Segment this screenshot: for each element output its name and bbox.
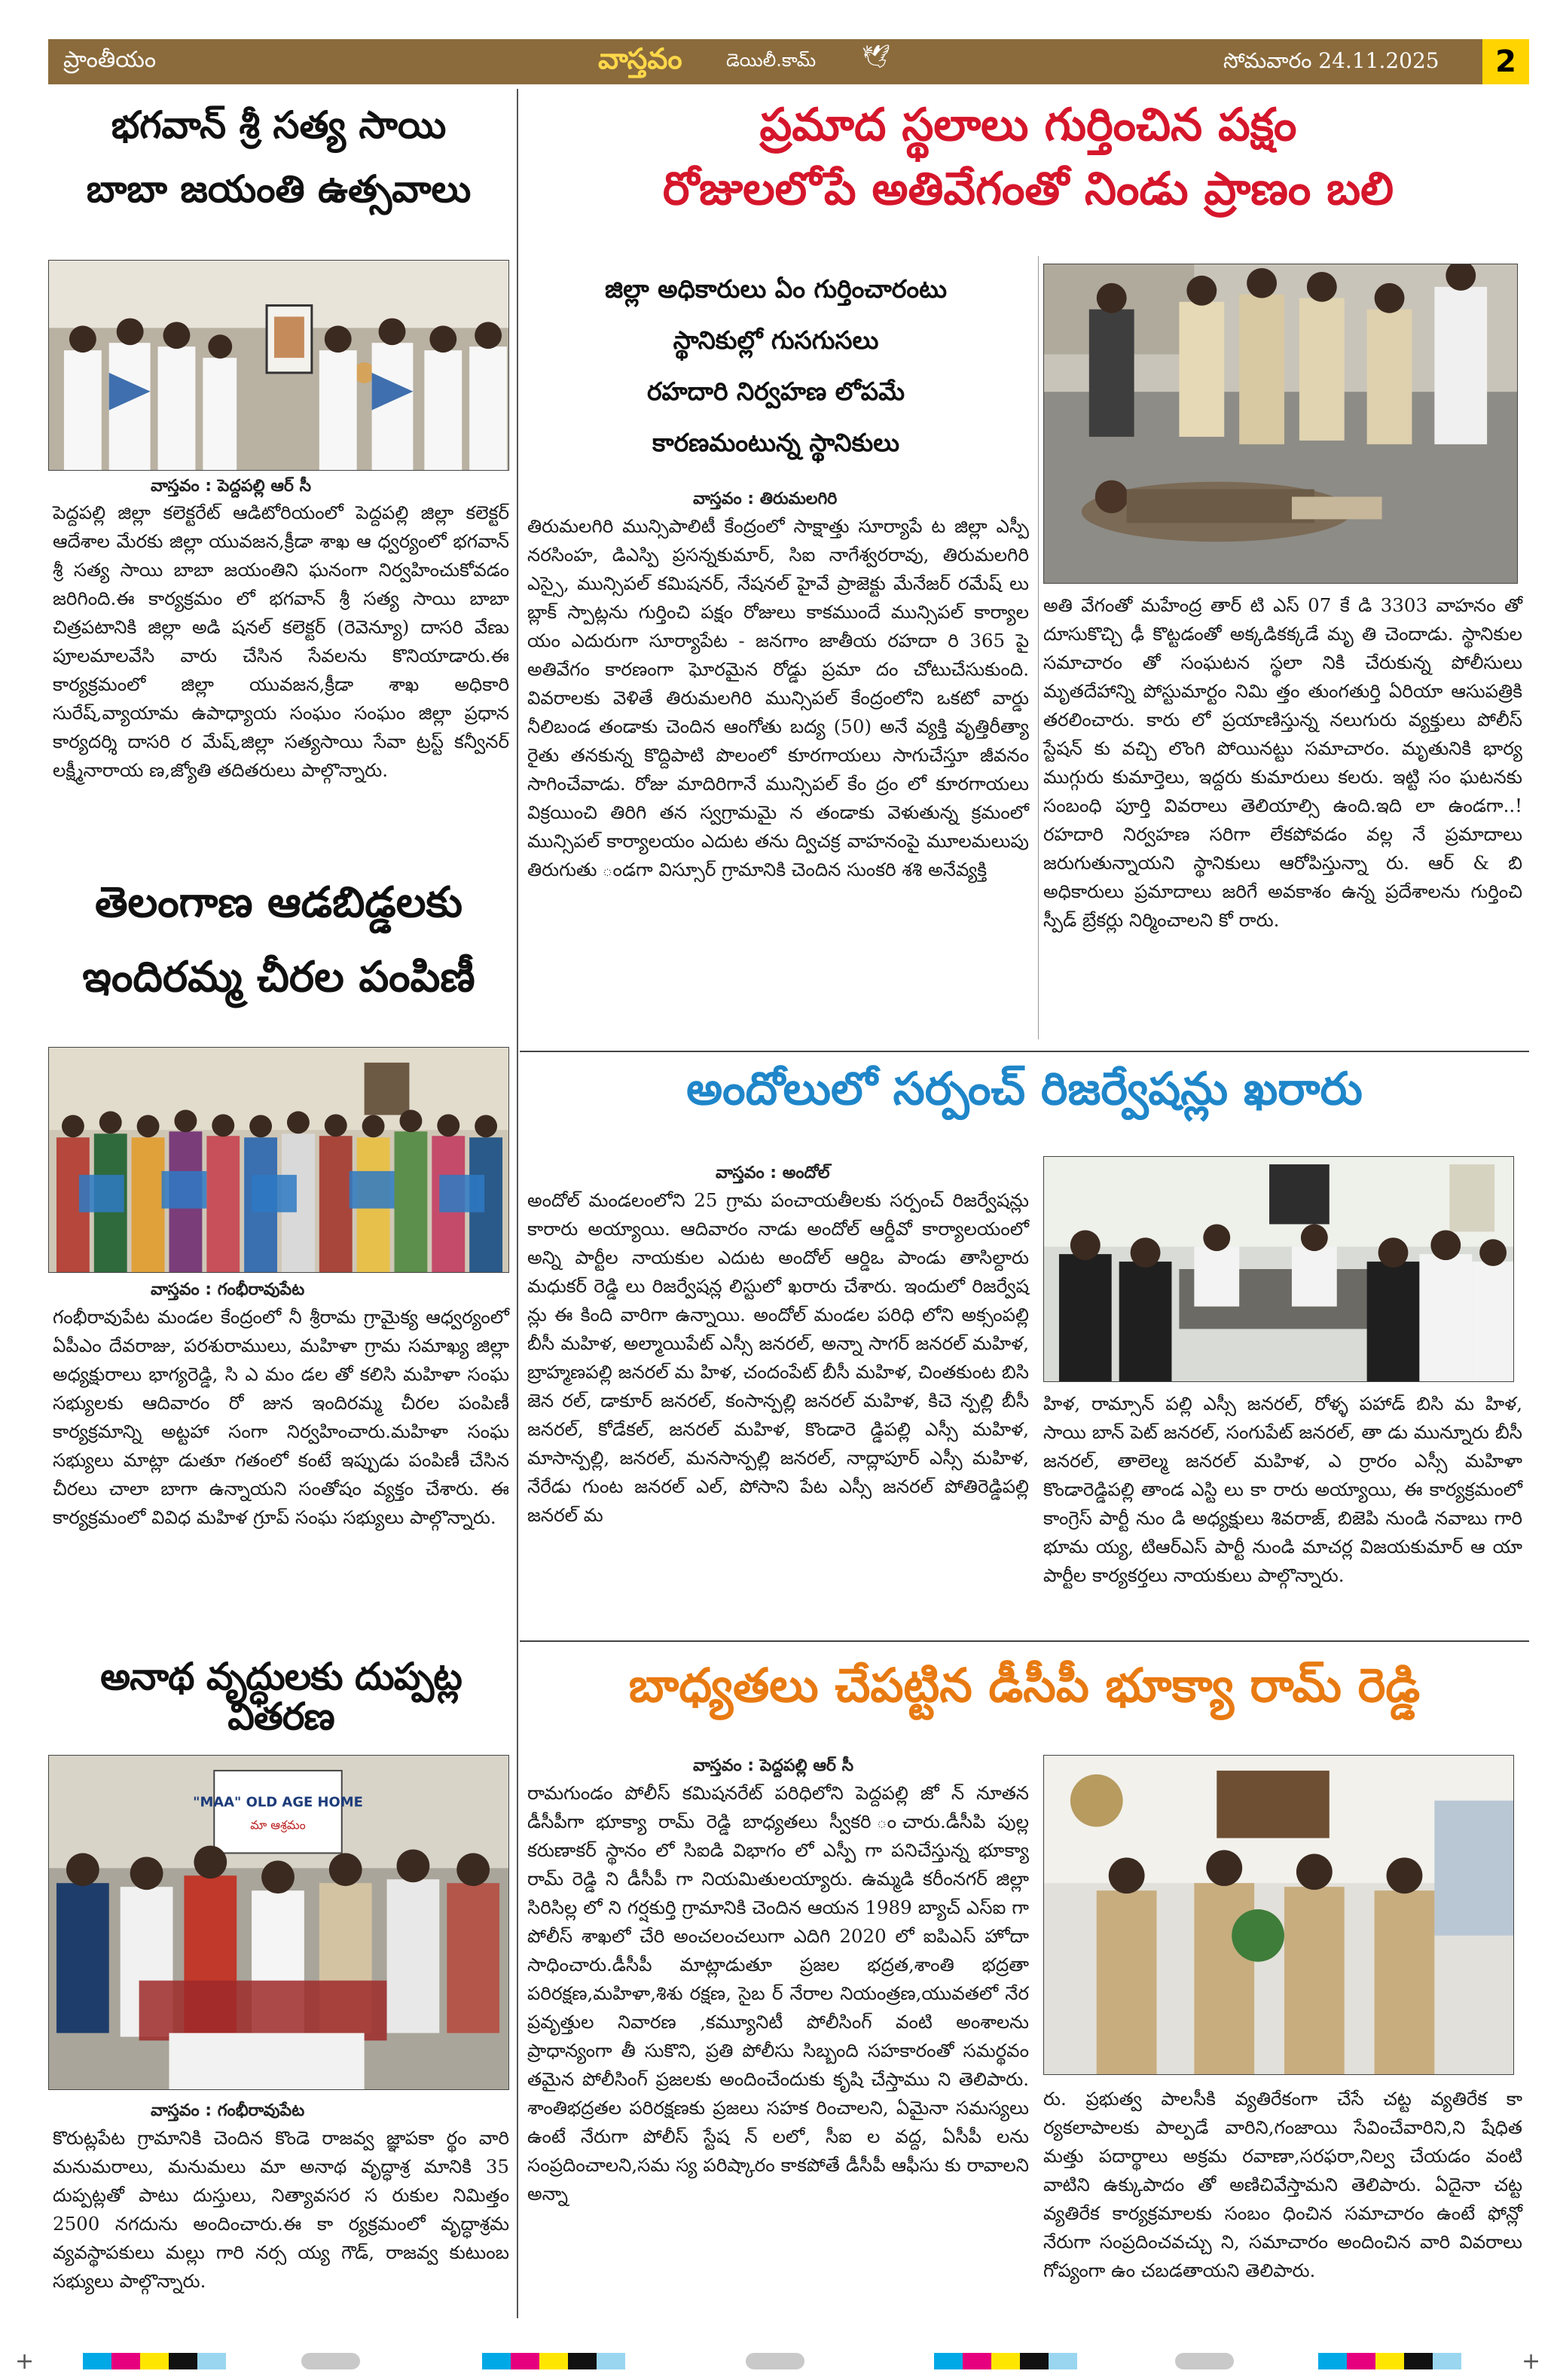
section-divider [520, 1051, 1529, 1052]
dcp-photo [1043, 1755, 1514, 2075]
crosshair-icon: + [15, 2348, 35, 2375]
masthead-title: వాస్తవం [598, 42, 682, 75]
crosshair-icon: + [1522, 2348, 1541, 2375]
sathya-sai-photo [48, 260, 509, 471]
bird-icon: 🕊 [862, 44, 891, 70]
dcp-headline: బాధ్యతలు చేపట్టిన డీసీపీ భూక్యా రామ్ రెడ్డి [628, 1658, 1421, 1713]
accident-photo [1043, 264, 1518, 584]
sarpanch-dateline: వాస్తవం : అందోల్ [716, 1164, 830, 1182]
sarpanch-body-left: అందోల్ మండలంలోని 25 గ్రామ పంచాయతీలకు సర్పంచ్ రిజర్వేషన్లు కారారు అయ్యాయి. ఆదివారం నాడు అందోల్ ఆర్డీవో కార్యాలయంలో అన్ని పార్టీల నాయకుల ఎదుట అందోల్ ఆర్డిఒ పాండు తాసిల్దారు మధుకర్ రెడ్డి లు రిజర్వేషన్ల లిస్టులో ఖరారు చేశారు. ఇందులో రిజర్వేష న్లు ఈ కింది వారిగా ఉన్నాయి. అందోల్ మండల పరిధి లోని అక్సంపల్లి బీసీ మహిళ, అల్మాయిపేట్ ఎస్సీ జనరల్, అన్నా సాగర్ జనరల్ మహిళ, బ్రాహ్మణపల్లి జనరల్ మ హిళ, చందంపేట్ బీసీ మహిళ, చింతకుంట బిసి జెన రల్, డాకూర్ జనరల్, కంసాన్పల్లి జనరల్ మహిళ, కిచె న్పల్లి బీసీ జనరల్, కోడేకల్, జనరల్ మహిళ, కొండారె డ్డిపల్లి ఎస్సీ మహిళ, మాసాన్పల్లి, జనరల్, మనసాన్పల్లి జనరల్, నాద్లాపూర్ ఎస్సీ మహిళ, నేరేడు గుంట జనరల్ ఎల్, పోసాని పేట ఎస్సీ జనరల్ పోతిరెడ్డిపల్లి జనరల్ మ [527, 1189, 1029, 1526]
sarpanch-headline: అందోలులో సర్పంచ్ రిజర్వేషన్లు ఖరారు [686, 1063, 1363, 1115]
sarees-photo [48, 1047, 509, 1273]
color-bar [1318, 2353, 1461, 2369]
blankets-dateline: వాస్తవం : గంభీరావుపేట [151, 2101, 305, 2120]
masthead-suffix: డెయిలీ.కామ్ [726, 50, 817, 71]
accident-dateline: వాస్తవం : తిరుమలగిరి [693, 490, 838, 508]
registration-oval [1175, 2353, 1234, 2369]
sarpanch-photo [1043, 1156, 1514, 1382]
print-registration-strip [0, 2342, 1557, 2380]
color-bar [482, 2353, 625, 2369]
sarpanch-body-right: హిళ, రామ్సాన్ పల్లి ఎస్సీ జనరల్, రోళ్ళ పహాడ్ బిసి మ హిళ, సాయి బాన్ పెట్ జనరల్, సంగుపేట్ జనరల్, తా డు మున్నూరు బీసీ జనరల్, తాలెల్మ జనరల్ మహిళ, ఎ ర్రారం ఎస్సీ మహిళా కొండారెడ్డిపల్లి తాండ ఎస్టి లు కా రారు అయ్యాయి, ఈ కార్యక్రమంలో కాంగ్రెస్ పార్టీ నుం డి అధ్యక్షులు శివరాజ్, బిజెపి నుండి నవాబు గారి భూమ య్య, టిఆర్ఎస్ పార్టీ నుండి మాచర్ల విజయకుమార్ ఆ యా పార్టీల కార్యకర్తలు నాయకులు పాల్గొన్నారు. [1043, 1393, 1522, 1586]
registration-oval [746, 2353, 804, 2369]
sarees-headline: తెలంగాణ ఆడబిడ్డలకు ఇందిరమ్మ చీరల పంపిణీ [82, 878, 475, 1002]
sathya-sai-dateline: వాస్తవం : పెద్దపల్లి ఆర్ సీ [151, 477, 312, 496]
blankets-photo [48, 1755, 509, 2090]
accident-subhead: జిల్లా అధికారులు ఏం గుర్తించారంటు స్థానికుల్లో గుసగుసలు రహదారి నిర్వహణ లోపమే కారణమంటున్న స్థానికులు [605, 274, 947, 457]
sarees-dateline: వాస్తవం : గంభీరావుపేట [151, 1280, 305, 1299]
dcp-body-right: రు. ప్రభుత్వ పాలసీకి వ్యతిరేకంగా చేసే చట్ట వ్యతిరేక కా ర్యకలాపాలకు పాల్పడే వారిని,గంజాయి సేవించేవారిని,ని షేధిత మత్తు పదార్థాలు అక్రమ రవాణా,సరఫరా,నిల్వ చేయడం వంటి వాటిని ఉక్కుపాదం తో అణిచివేస్తామని తెలిపారు. ఏదైనా చట్ట వ్యతిరేక కార్యక్రమాలకు సంబం ధించిన సమాచారం ఉంటే ఫోన్లో నేరుగా సంప్రదించవచ్చు ని, సమాచారం అందించిన వారి వివరాలు గోప్యంగా ఉం చబడతాయని తెలిపారు. [1043, 2088, 1522, 2281]
column-divider [517, 89, 518, 2318]
blankets-headline: అనాథ వృద్ధులకు దుప్పట్ల వితరణ [100, 1655, 462, 1738]
column-divider [1038, 256, 1039, 1039]
color-bar [934, 2353, 1077, 2369]
sarees-body: గంభీరావుపేట మండల కేంద్రంలో నీ శ్రీరామ గ్రామైక్య ఆధ్వర్యంలో ఏపీఎం దేవరాజు, పరశురాములు, మహిళా గ్రామ సమాఖ్య జిల్లా అధ్యక్షురాలు భాగ్యరెడ్డి, సి ఎ మం డల తో కలిసి మహిళా సంఘ సభ్యులకు ఆదివారం రో జున ఇందిరమ్మ చీరల పంపిణీ కార్యక్రమాన్ని అట్టహా సంగా నిర్వహించారు.మహిళా సంఘ సభ్యులు మాట్లా డుతూ గతంలో కంటే ఇప్పుడు పంపిణీ చేసిన చీరలు చాలా బాగా ఉన్నాయని సంతోషం వ్యక్తం చేశారు. ఈ కార్యక్రమంలో వివిధ మహిళ గ్రూప్ సంఘ సభ్యులు పాల్గొన్నారు. [53, 1306, 509, 1528]
sign-text: "MAA" OLD AGE HOME [193, 1794, 363, 1811]
dcp-body-left: రామగుండం పోలీస్ కమిషనరేట్ పరిధిలోని పెద్దపల్లి జో న్ నూతన డీసీపీగా భూక్యా రామ్ రెడ్డి బాధ్యతలు స్వీకరి ంచారు.డీసీపి పుల్ల కరుణాకర్ స్థానం లో సిఐడి విభాగం లో ఎస్పీ గా పనిచేస్తున్న భూక్యా రామ్ రెడ్డి ని డీసీపీ గా నియమితులయ్యారు. ఉమ్మడి కరీంనగర్ జిల్లా సిరిసిల్ల లో ని గర్షకుర్తి గ్రామానికి చెందిన ఆయన 1989 బ్యాచ్ ఎస్ఐ గా పోలీస్ శాఖలో చేరి అంచలంచలుగా ఎదిగి 2020 లో ఐపిఎస్ హోదా సాధించారు.డీసీపీ మాట్లాడుతూ ప్రజల భద్రత,శాంతి భద్రతా పరిరక్షణ,మహిళా,శిశు రక్షణ, సైబ ర్ నేరాల నియంత్రణ,యువతలో నేర ప్రవృత్తుల నివారణ ,కమ్యూనిటీ పోలీసింగ్ వంటి అంశాలను ప్రాధాన్యంగా తీ సుకొని, ప్రతి పోలీసు సిబ్బంది సహకారంతో సమర్థవం తమైన పోలీసింగ్ ప్రజలకు అందించేందుకు కృషి చేస్తాము ని తెలిపారు. శాంతిభద్రతల పరిరక్షణకు ప్రజలు సహక రించాలని, ఏమైనా సమస్యలు ఉంటే నేరుగా పోలీస్ స్టేష న్ లలో, సీఐ ల వద్ద, ఏసీపీ లను సంప్రదించాలని,సమ స్య పరిష్కారం కాకపోతే డీసీపీ ఆఫీసు కు రావాలని అన్నా [527, 1782, 1029, 2205]
page-header [48, 39, 1529, 84]
section-divider [520, 1640, 1529, 1642]
page-number: 2 [1482, 39, 1529, 84]
sathya-sai-body: పెద్దపల్లి జిల్లా కలెక్టరేట్ ఆడిటోరియంలో పెద్దపల్లి జిల్లా కలెక్టర్ ఆదేశాల మేరకు జిల్లా యువజన,క్రీడా శాఖ ఆ ధ్వర్యంలో భగవాన్ శ్రీ సత్య సాయి బాబా జయంతిని ఘనంగా నిర్వహించుకోవడం జరిగింది.ఈ కార్యక్రమం లో భగవాన్ శ్రీ సత్య సాయి బాబా చిత్రపటానికి జిల్లా అడి షనల్ కలెక్టర్ (రెవెన్యూ) దాసరి వేణు పూలమాలవేసి వారు చేసిన సేవలను కొనియాడారు.ఈ కార్యక్రమంలో జిల్లా యువజన,క్రీడా శాఖ అధికారి సురేష్,వ్యాయామ ఉపాధ్యాయ సంఘం సంఘం జిల్లా ప్రధాన కార్యదర్శి దాసరి ర మేష్,జిల్లా సత్యసాయి సేవా ట్రస్ట్ కన్వీనర్ లక్ష్మీనారాయ ణ,జ్యోతి తదితరులు పాల్గొన్నారు. [53, 502, 509, 781]
registration-oval [301, 2353, 360, 2369]
dcp-dateline: వాస్తవం : పెద్దపల్లి ఆర్ సీ [693, 1756, 854, 1775]
issue-date: సోమవారం 24.11.2025 [1223, 48, 1439, 73]
accident-headline: ప్రమాద స్థలాలు గుర్తించిన పక్షం రోజులలోపే అతివేగంతో నిండు ప్రాణం బలి [662, 99, 1394, 215]
color-bar [83, 2353, 226, 2369]
sign-text-te: మా ఆశ్రమం [250, 1817, 306, 1832]
blankets-body: కొరుట్లపేట గ్రామానికి చెందిన కొండె రాజవ్వ జ్ఞాపకా ర్థం వారి మనుమరాలు, మనుమలు మా అనాథ వృద్ధాశ్ర మానికి 35 దుప్పట్లతో పాటు దుస్తులు, నిత్యావసర స రుకుల నిమిత్తం 2500 నగదును అందించారు.ఈ కా ర్యక్రమంలో వృద్ధాశ్రమ వ్యవస్థాపకులు మల్లు గారి నర్స య్య గౌడ్, రాజవ్వ కుటుంబ సభ్యులు పాల్గొన్నారు. [53, 2127, 509, 2292]
accident-body-left: తిరుమలగిరి మున్సిపాలిటీ కేంద్రంలో సాక్షాత్తు సూర్యాపే ట జిల్లా ఎస్పీ నరసింహ, డిఎస్పి ప్రసన్నకుమార్, సిఐ నాగేశ్వరరావు, తిరుమలగిరి ఎస్సై, మున్సిపల్ కమిషనర్, నేషనల్ హైవే ప్రాజెక్టు మేనేజర్ రమేష్ లు బ్లాక్ స్పాట్లను గుర్తించి పక్షం రోజులు కాకముందే మున్సిపల్ కార్యాల యం ఎదురుగా సూర్యాపేట - జనగాం జాతీయ రహదా రి 365 పై అతివేగం కారణంగా ఘోరమైన రోడ్డు ప్రమా దం చోటుచేసుకుంది. వివరాలకు వెళితే తిరుమలగిరి మున్సిపల్ కేంద్రంలోని ఒకటో వార్డు నీలిబండ తండాకు చెందిన ఆంగోతు బద్య (50) అనే వ్యక్తి వృత్తిరీత్యా రైతు తనకున్న కొద్దిపాటి పొలంలో కూరగాయలు సాగుచేస్తూ జీవనం సాగించేవాడు. రోజు మాదిరిగానే మున్సిపల్ కేం ద్రం లో కూరగాయలు విక్రయించి తిరిగి తన స్వగ్రామమై న తండాకు వెళుతున్న క్రమంలో మున్సిపల్ కార్యాలయం ఎదుట తను ద్విచక్ర వాహనంపై మూలమలుపు తిరుగుతు ండగా విస్సూర్ గ్రామానికి చెందిన సుంకరి శశి అనేవ్యక్తి [527, 515, 1029, 880]
accident-body-right: అతి వేగంతో మహేంద్ర తార్ టి ఎస్ 07 కే డి 3303 వాహనం తో దూసుకొచ్చి ఢీ కొట్టడంతో అక్కడికక్కడే మృ తి చెందాడు. స్థానికుల సమాచారం తో సంఘటన స్థలా నికి చేరుకున్న పోలీసులు మృతదేహాన్ని పోస్టుమార్టం నిమి త్తం తుంగతుర్తి ఏరియా ఆసుపత్రికి తరలించారు. కారు లో ప్రయాణిస్తున్న నలుగురు వ్యక్తులు పోలీస్ స్టేషన్ కు వచ్చి లొంగి పోయినట్టు సమాచారం. మృతునికి భార్య ముగ్గురు కుమార్తెలు, ఇద్దరు కుమారులు కలరు. ఇట్టి సం ఘటనకు సంబంధి పూర్తి వివరాలు తెలియాల్సి ఉంది.ఇది లా ఉండగా..!రహదారి నిర్వహణ సరిగా లేకపోవడం వల్ల నే ప్రమాదాలు జరుగుతున్నాయని స్థానికులు ఆరోపిస్తున్నా రు. ఆర్ & బి అధికారులు ప్రమాదాలు జరిగే అవకాశం ఉన్న ప్రదేశాలను గుర్తించి స్పీడ్ బ్రేకర్లు నిర్మించాలని కో రారు. [1043, 594, 1522, 931]
section-name: ప్రాంతీయం [63, 47, 157, 73]
sathya-sai-headline: భగవాన్ శ్రీ సత్య సాయి బాబా జయంతి ఉత్సవాలు [86, 103, 472, 211]
